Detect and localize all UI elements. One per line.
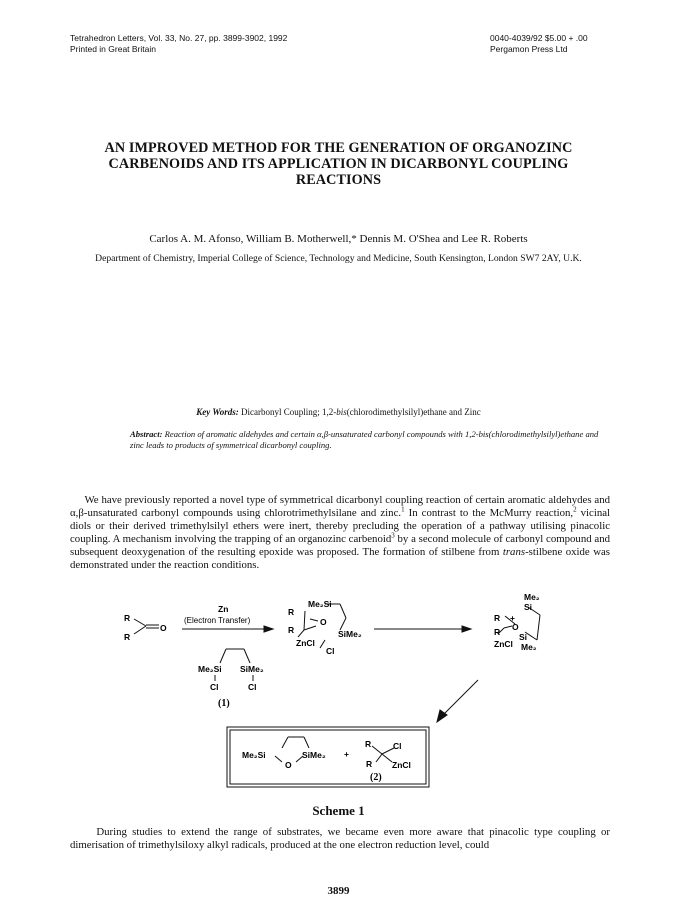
- si-label-2: Si: [519, 632, 528, 642]
- o-label-1: O: [160, 623, 167, 633]
- me2-label-1: Me₂: [524, 592, 540, 602]
- r-label-3: R: [288, 607, 295, 617]
- zncl-label-1: ZnCl: [296, 638, 315, 648]
- ref-3: 3: [391, 531, 395, 540]
- title-line-3: REACTIONS: [295, 172, 382, 188]
- para1-d: by a second molecule of carbonyl compound and subsequent deoxygenation of the resulting epoxide was proposed. The formation of stilbene from: [70, 533, 610, 558]
- r-label-5: R: [494, 613, 501, 623]
- keywords-text-c: (chlorodimethylsilyl)ethane and Zinc: [346, 407, 481, 417]
- para1-e: -stilbene oxide was demonstrated under the reaction conditions.: [70, 546, 610, 571]
- code-line-2: Pergamon Press Ltd: [490, 44, 568, 54]
- compound-1-label: (1): [218, 698, 230, 709]
- si-label-1: Si: [524, 602, 533, 612]
- zncl-label-3: ZnCl: [392, 760, 411, 770]
- zncl-label-2: ZnCl: [494, 639, 513, 649]
- ref-2: 2: [573, 505, 577, 514]
- r-label-4: R: [288, 625, 295, 635]
- para1-a: We have previously reported a novel type of symmetrical dicarbonyl coupling reaction of certain aromatic aldehydes and α,β-unsaturated carbonyl compounds using chlorotrimethylsilane and zinc.: [70, 494, 610, 519]
- para1-italic: trans: [502, 546, 526, 558]
- journal-line-1: Tetrahedron Letters, Vol. 33, No. 27, pp. 3899-3902, 1992: [70, 33, 288, 43]
- compound-2-label: (2): [370, 772, 382, 783]
- o-label-4: O: [285, 760, 292, 770]
- me2-label-2: Me₂: [521, 642, 537, 652]
- o-label-2: O: [320, 617, 327, 627]
- keywords-label: Key Words:: [196, 407, 239, 417]
- ref-1: 1: [401, 505, 405, 514]
- cl-label-3: Cl: [326, 646, 335, 656]
- me2si-label-1: Me₂Si: [198, 664, 222, 674]
- r-label-8: R: [366, 759, 373, 769]
- cl-label-4: Cl: [393, 741, 402, 751]
- r-label-6: R: [494, 627, 501, 637]
- para1-b: In contrast to the McMurry reaction,: [404, 507, 574, 519]
- journal-line-2: Printed in Great Britain: [70, 44, 156, 54]
- me2si-label-2: Me₂Si: [308, 599, 332, 609]
- title-line-2: CARBENOIDS AND ITS APPLICATION IN DICARBONYL COUPLING: [108, 156, 569, 172]
- electron-transfer-label: (Electron Transfer): [184, 616, 251, 625]
- abstract-text: Reaction of aromatic aldehydes and certain α,β-unsaturated carbonyl compounds with 1,2-bis(chlorodimethylsilyl)ethane and zinc leads to products of symmetrical dicarbonyl coupling.: [130, 429, 599, 450]
- r-label-7: R: [365, 739, 372, 749]
- abstract-label: Abstract:: [130, 429, 163, 439]
- cl-label-1: Cl: [210, 682, 219, 692]
- r-label-2: R: [124, 632, 131, 642]
- me2si-label-3: Me₂Si: [242, 750, 266, 760]
- plus-label-2: +: [344, 749, 349, 759]
- o-label-3: O: [512, 622, 519, 632]
- keywords-text-b: bis: [336, 407, 347, 417]
- scheme-caption: Scheme 1: [312, 803, 365, 818]
- sime2-label-1: SiMe₂: [240, 664, 264, 674]
- zn-label: Zn: [218, 604, 229, 614]
- r-label-1: R: [124, 613, 131, 623]
- sime2-label-3: SiMe₂: [302, 750, 326, 760]
- sime2-label-2: SiMe₂: [338, 629, 362, 639]
- title-line-1: AN IMPROVED METHOD FOR THE GENERATION OF ORGANOZINC: [104, 140, 573, 156]
- para2-text: During studies to extend the range of substrates, we became even more aware that pinacolic type coupling or dimerisation of trimethylsiloxy alkyl radicals, produced at the one electron reduction level, could: [70, 826, 610, 851]
- keywords-text-a: Dicarbonyl Coupling; 1,2-: [240, 407, 337, 417]
- paragraph-studies: [70, 826, 610, 852]
- authors: Carlos A. M. Afonso, William B. Motherwell,* Dennis M. O'Shea and Lee R. Roberts: [149, 233, 528, 245]
- code-line-1: 0040-4039/92 $5.00 + .00: [490, 33, 588, 43]
- affiliation: Department of Chemistry, Imperial College of Science, Technology and Medicine, South Kensington, London SW7 2AY, U.K.: [95, 253, 582, 264]
- para1-c: vicinal diols or their derived trimethylsilyl ethers were inert, thereby precluding the operation of a pathway utilising pinacolic coupling. A mechanism involving the trapping of an organozinc carbenoid: [70, 507, 611, 545]
- plus-label-1: +: [510, 613, 515, 623]
- cl-label-2: Cl: [248, 682, 257, 692]
- page-number: 3899: [327, 885, 350, 897]
